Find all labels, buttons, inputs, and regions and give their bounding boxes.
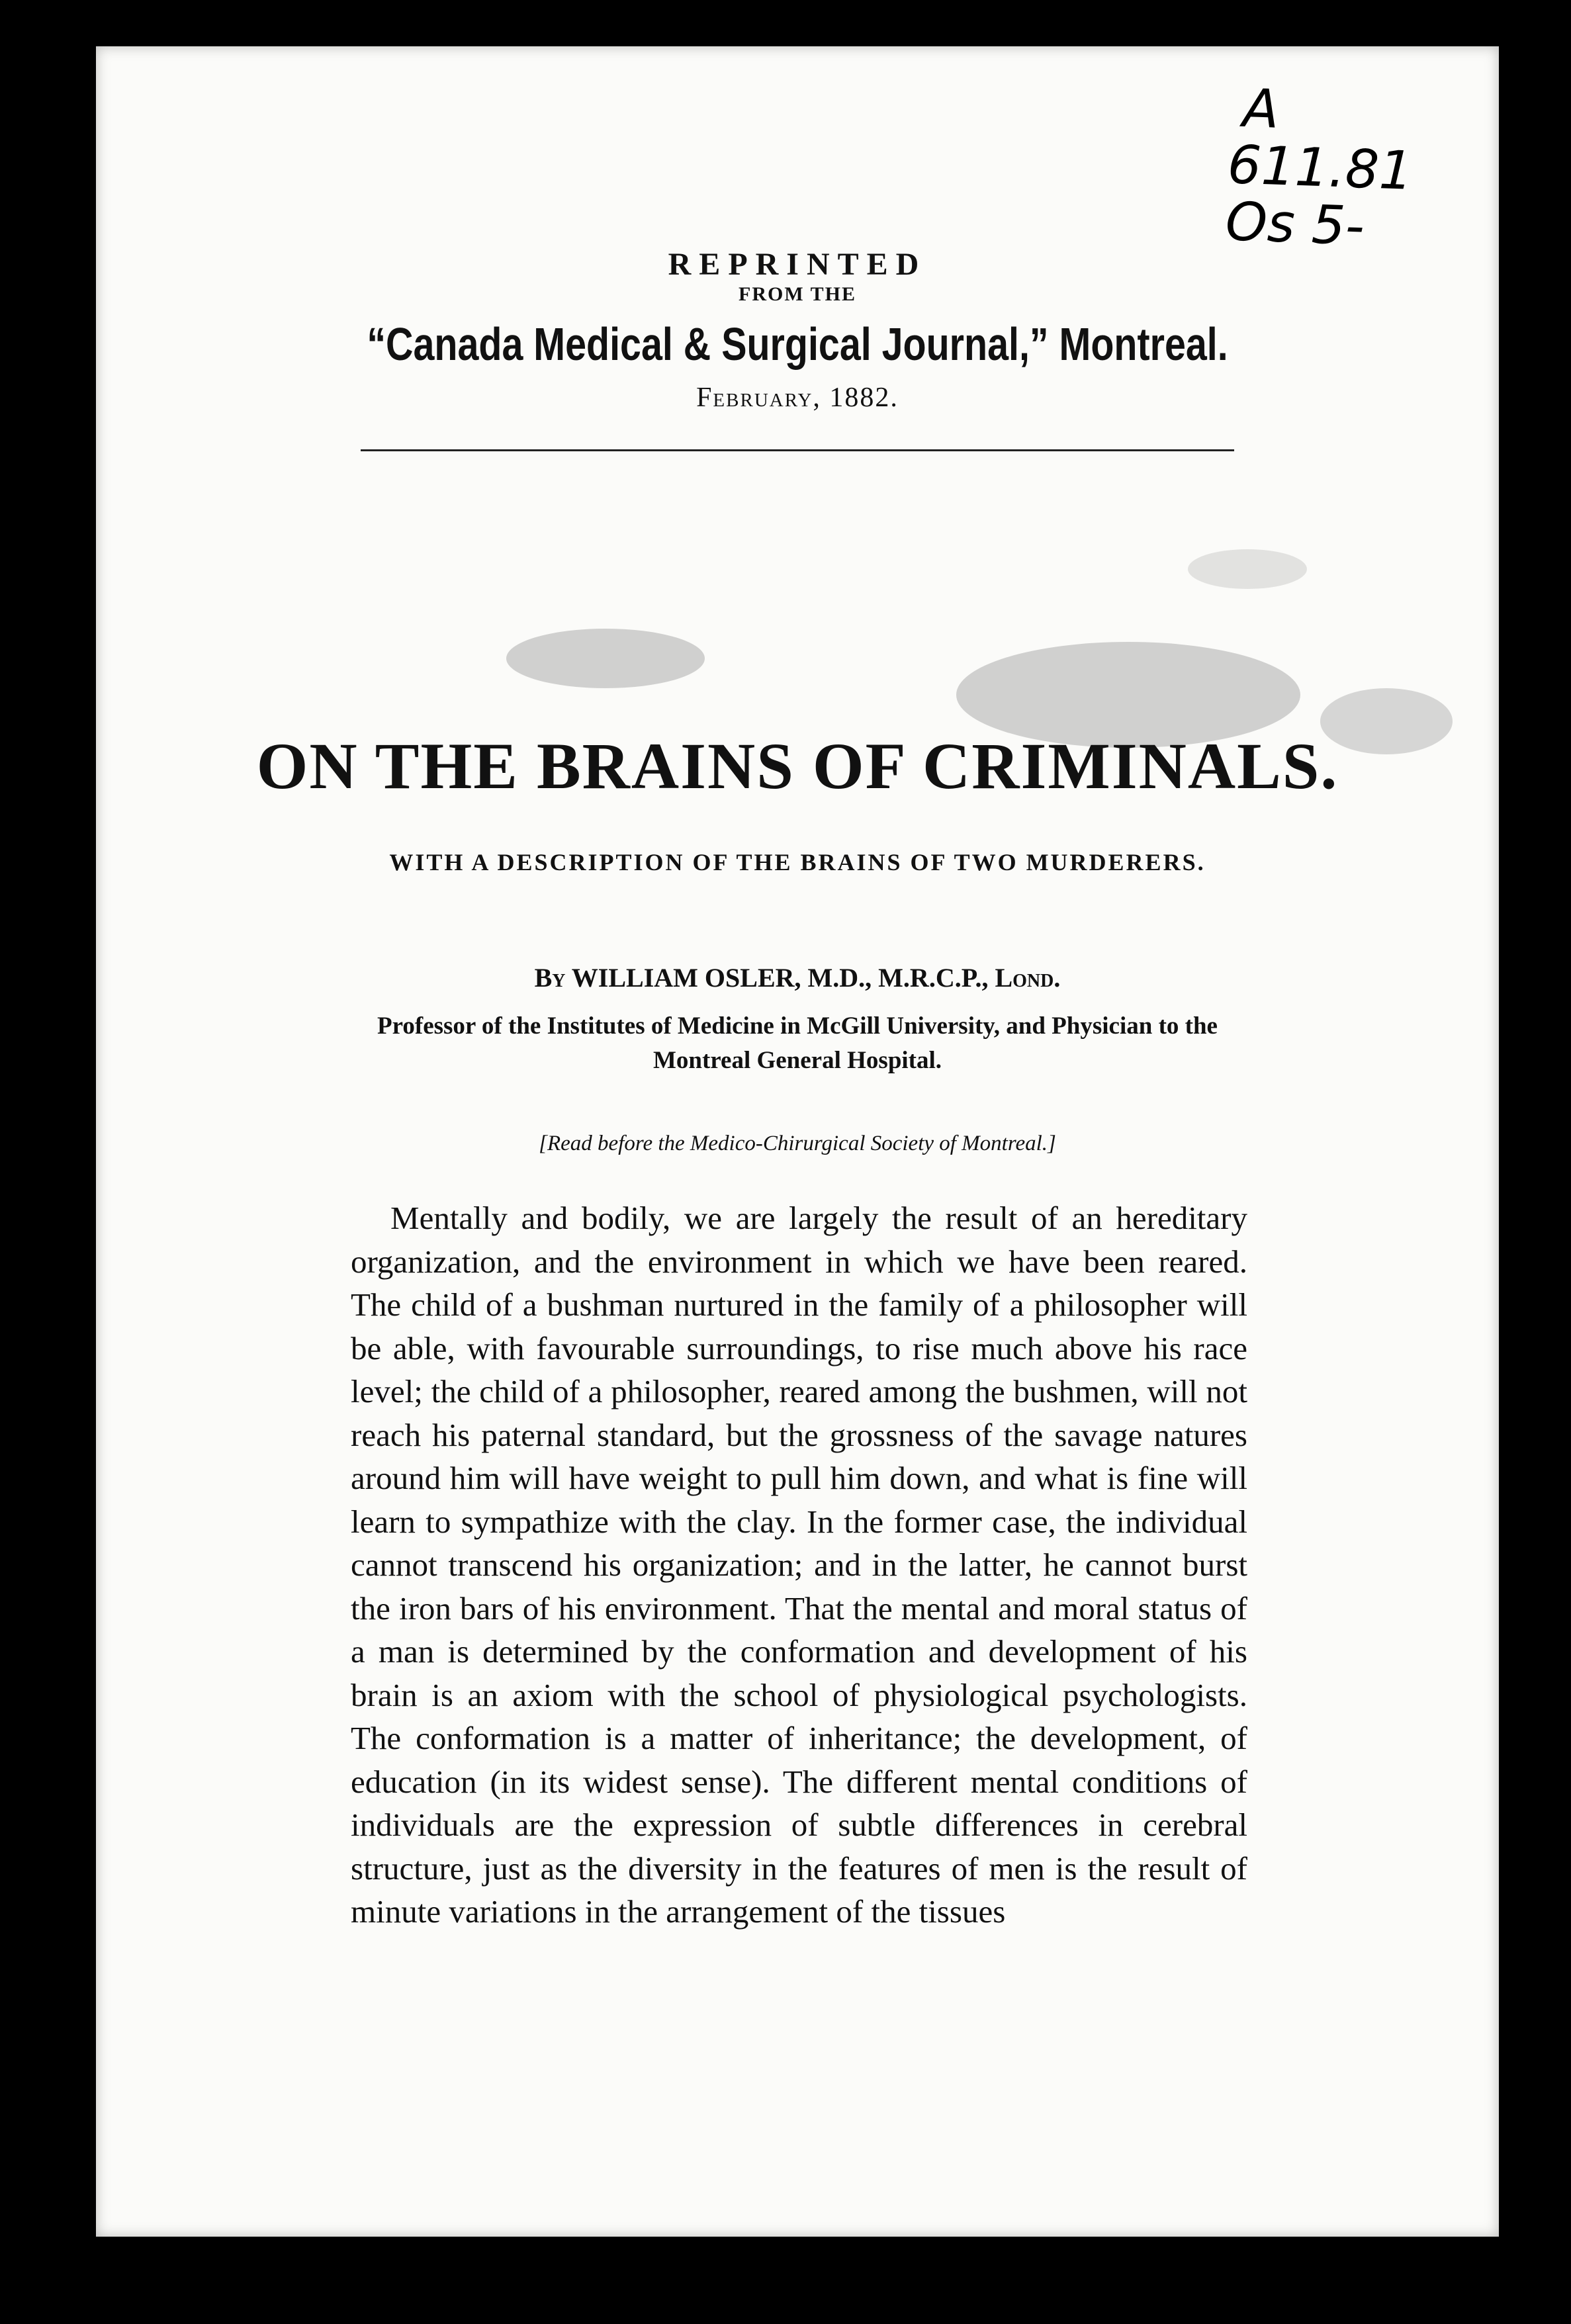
publication-date: February, 1882. <box>696 382 899 413</box>
reprinted-heading: REPRINTED <box>668 247 927 282</box>
ink-stain <box>1188 549 1307 589</box>
article-body <box>351 1196 1247 1934</box>
header-rule <box>361 449 1234 451</box>
author-affiliation: Professor of the Institutes of Medicine in McGill University, and Physician to the Montreal General Hospital. <box>377 1012 1218 1074</box>
shelfmark-line: A <box>1241 77 1280 140</box>
ink-stain <box>506 629 705 688</box>
read-before-note: [Read before the Medico-Chirurgical Society of Montreal.] <box>539 1132 1056 1155</box>
shelfmark-line: 611.81 <box>1226 134 1414 202</box>
body-paragraph: Mentally and bodily, we are largely the result of an hereditary organization, and the environment in which we have been reared. The child of a bushman nurtured in the family of a philosopher will be able, with favourable surroundings, to rise much above his race level; the child of a philosopher, reared among the bushmen, will not reach his paternal standard, but the grossness of the savage natures around him will have weight to pull him down, and what is fine will learn to sympathize with the clay. In the former case, the individual cannot transcend his organization; and in the latter, he cannot burst the iron bars of his environment. That the mental and moral status of a man is determined by the conformation and development of his brain is an axiom with the school of physiological psychologists. The conformation is a matter of inheritance; the development, of education (in its widest sense). The different mental conditions of individuals are the expression of subtle differences in cerebral structure, just as the diversity in the features of men is the result of minute variations in the arrangement of the tissues <box>351 1200 1247 1930</box>
handwritten-shelfmark <box>1225 79 1416 257</box>
shelfmark-line: Os 5- <box>1224 191 1366 257</box>
document-page <box>96 46 1499 2237</box>
article-subtitle: WITH A DESCRIPTION OF THE BRAINS OF TWO MURDERERS. <box>389 849 1206 875</box>
from-the-label: FROM THE <box>739 283 856 305</box>
article-title: ON THE BRAINS OF CRIMINALS. <box>256 729 1339 803</box>
journal-name: “Canada Medical & Surgical Journal,” Montreal. <box>367 318 1228 370</box>
author-line: By WILLIAM OSLER, M.D., M.R.C.P., Lond. <box>534 963 1061 993</box>
